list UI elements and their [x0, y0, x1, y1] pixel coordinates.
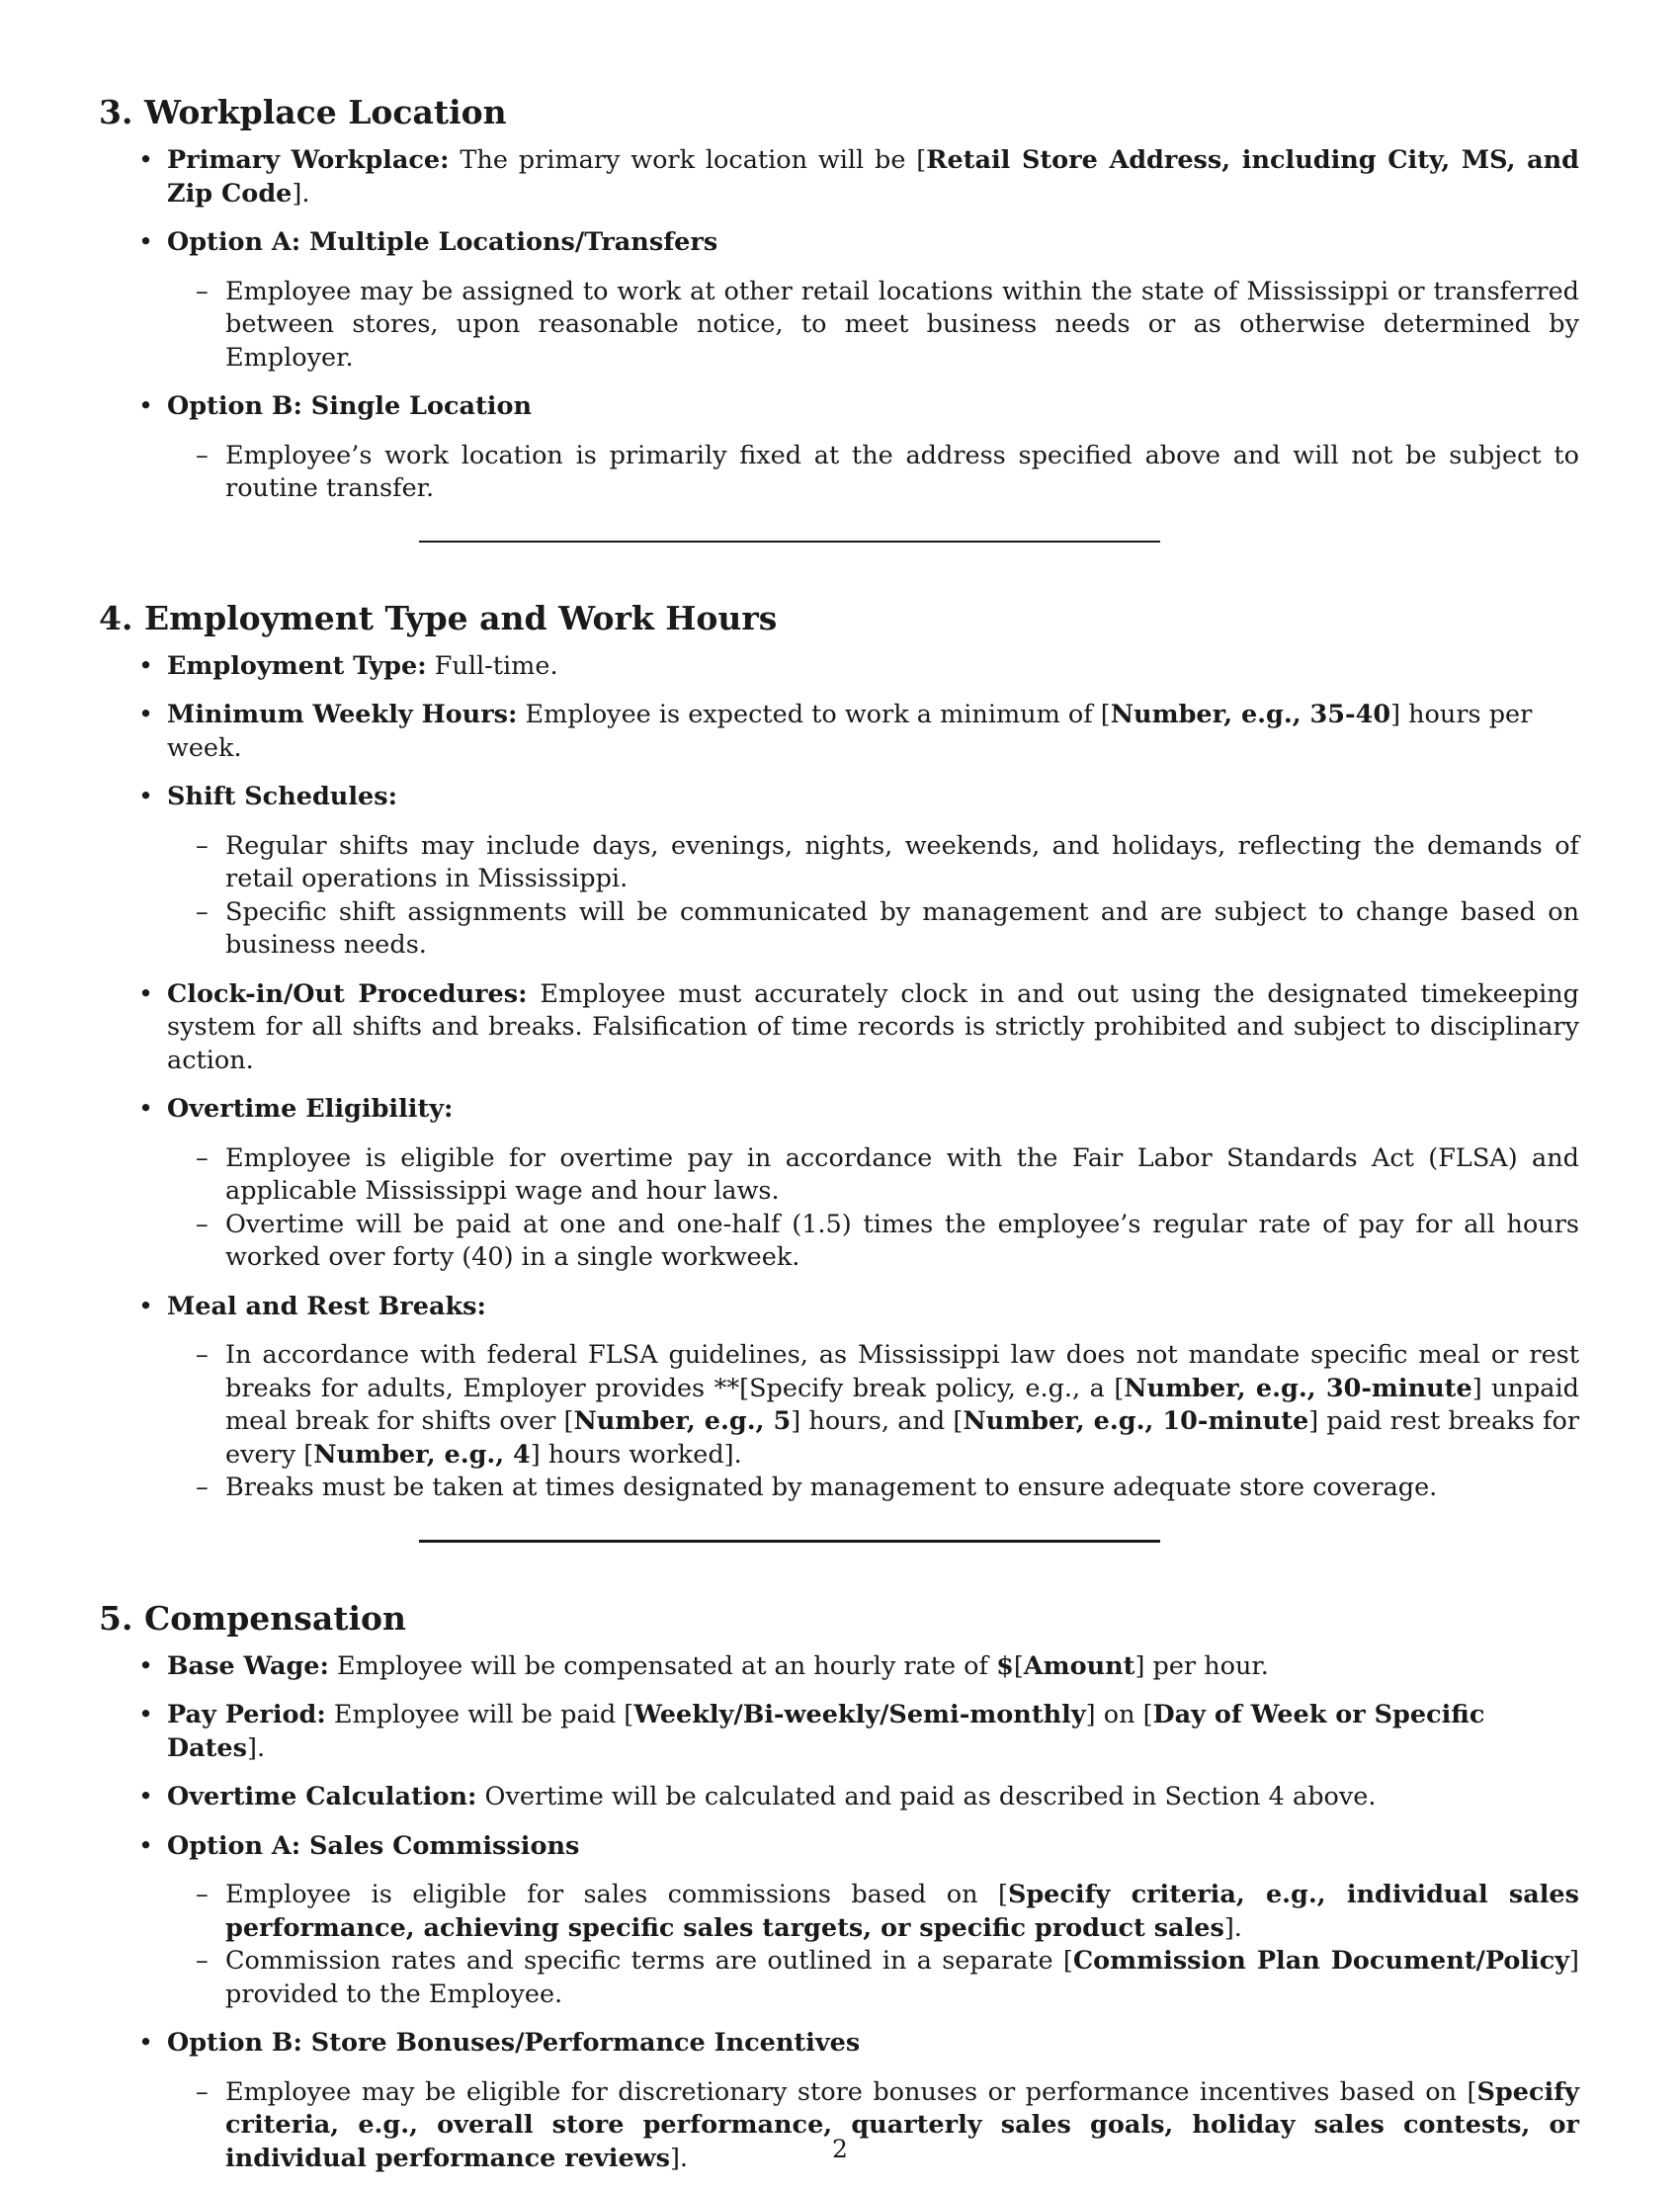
list-item: • Overtime Eligibility: – Employee is eligible for overtime pay in accordance with the Fair Labor Standards Act (FLSA) and applicable Mississippi wage and hour laws. – Overtime will be paid at one and one-half (1.5) times the employee’s regular rate of pay for all hours worked over forty (40) in a single workweek. — [99, 1093, 1579, 1275]
sub-list-item: – Employee is eligible for sales commissions based on [Specify criteria, e.g., individual sales performance, achieving specific sales targets, or specific product sales]. — [166, 1879, 1579, 1945]
list-item: • Overtime Calculation: Overtime will be calculated and paid as described in Section 4 above. — [99, 1781, 1579, 1814]
section-5-heading: 5. Compensation — [99, 1598, 406, 1638]
sub-list-item: – Regular shifts may include days, evenings, nights, weekends, and holidays, reflecting the demands of retail operations in Mississippi. — [166, 830, 1579, 896]
page-number: 2 — [832, 2135, 848, 2163]
list-item: • Clock-in/Out Procedures: Employee must accurately clock in and out using the designated timekeeping system for all shifts and breaks. Falsification of time records is strictly prohibited and subject to disciplinary action. — [99, 978, 1579, 1078]
sub-list-item: – In accordance with federal FLSA guidelines, as Mississippi law does not mandate specific meal or rest breaks for adults, Employer provides **[Specify break policy, e.g., a [Number, e.g., 30-minute] unpaid meal break for shifts over [Number, e.g., 5] hours, and [Number, e.g., 10-minute] paid rest breaks for every [Number, e.g., 4] hours worked]. — [166, 1339, 1579, 1472]
sub-list-item: – Commission rates and specific terms are outlined in a separate [Commission Plan Document/Policy] provided to the Employee. — [166, 1945, 1579, 2011]
list-item: • Option A: Sales Commissions – Employee is eligible for sales commissions based on [Specify criteria, e.g., individual sales performance, achieving specific sales targets, or specific product sales]. – Commission rates and specific terms are outlined in a separate [Commission Plan Document/Policy] provided to the Employee. — [99, 1830, 1579, 2012]
section-4-list — [99, 650, 1579, 1505]
sub-list-item: – Employee may be assigned to work at other retail locations within the state of Mississippi or transferred between stores, upon reasonable notice, to meet business needs or as otherwise determined by Employer. — [166, 276, 1579, 376]
list-item: • Option B: Single Location – Employee’s work location is primarily fixed at the address specified above and will not be subject to routine transfer. — [99, 390, 1579, 506]
list-item: • Minimum Weekly Hours: Employee is expected to work a minimum of [Number, e.g., 35-40] hours per week. — [99, 699, 1579, 765]
section-divider — [419, 541, 1160, 543]
list-item: • Employment Type: Full-time. — [99, 650, 1579, 684]
sub-list-item: – Overtime will be paid at one and one-half (1.5) times the employee’s regular rate of pay for all hours worked over forty (40) in a single workweek. — [166, 1209, 1579, 1275]
list-item: • Pay Period: Employee will be paid [Weekly/Bi-weekly/Semi-monthly] on [Day of Week or Specific Dates]. — [99, 1699, 1579, 1765]
section-divider — [419, 1540, 1160, 1543]
page-content — [99, 91, 1579, 2191]
list-item: • Meal and Rest Breaks: – In accordance with federal FLSA guidelines, as Mississippi law does not mandate specific meal or rest breaks for adults, Employer provides **[Specify break policy, e.g., a [Number, e.g., 30-minute] unpaid meal break for shifts over [Number, e.g., 5] hours, and [Number, e.g., 10-minute] paid rest breaks for every [Number, e.g., 4] hours worked]. – Breaks must be taken at times designated by management to ensure adequate store coverage. — [99, 1291, 1579, 1505]
sub-list-item: – Employee is eligible for overtime pay in accordance with the Fair Labor Standards Act (FLSA) and applicable Mississippi wage and hour laws. — [166, 1142, 1579, 1209]
list-item: • Option A: Multiple Locations/Transfers – Employee may be assigned to work at other retail locations within the state of Mississippi or transferred between stores, upon reasonable notice, to meet business needs or as otherwise determined by Employer. — [99, 226, 1579, 375]
sub-list-item: – Employee’s work location is primarily fixed at the address specified above and will not be subject to routine transfer. — [166, 440, 1579, 506]
list-item: • Primary Workplace: The primary work location will be [Retail Store Address, including City, MS, and Zip Code]. — [99, 144, 1579, 211]
list-item: • Shift Schedules: – Regular shifts may include days, evenings, nights, weekends, and holidays, reflecting the demands of retail operations in Mississippi. – Specific shift assignments will be communicated by management and are subject to change based on business needs. — [99, 781, 1579, 963]
list-item: • Option B: Store Bonuses/Performance Incentives – Employee may be eligible for discretionary store bonuses or performance incentives based on [Specify criteria, e.g., overall store performance, quarterly sales goals, holiday sales contests, or individual performance reviews]. — [99, 2027, 1579, 2175]
sub-list-item: – Employee may be eligible for discretionary store bonuses or performance incentives based on [Specify criteria, e.g., overall store performance, quarterly sales goals, holiday sales contests, or individual performance reviews]. — [166, 2076, 1579, 2176]
list-item: • Base Wage: Employee will be compensated at an hourly rate of $[Amount] per hour. — [99, 1650, 1579, 1684]
sub-list-item: – Breaks must be taken at times designated by management to ensure adequate store coverage. — [166, 1472, 1579, 1505]
sub-list-item: – Specific shift assignments will be communicated by management and are subject to change based on business needs. — [166, 896, 1579, 963]
section-3-heading: 3. Workplace Location — [99, 93, 507, 131]
section-5-list — [99, 1650, 1579, 2176]
section-3-list — [99, 144, 1579, 506]
section-4-heading: 4. Employment Type and Work Hours — [99, 598, 778, 637]
